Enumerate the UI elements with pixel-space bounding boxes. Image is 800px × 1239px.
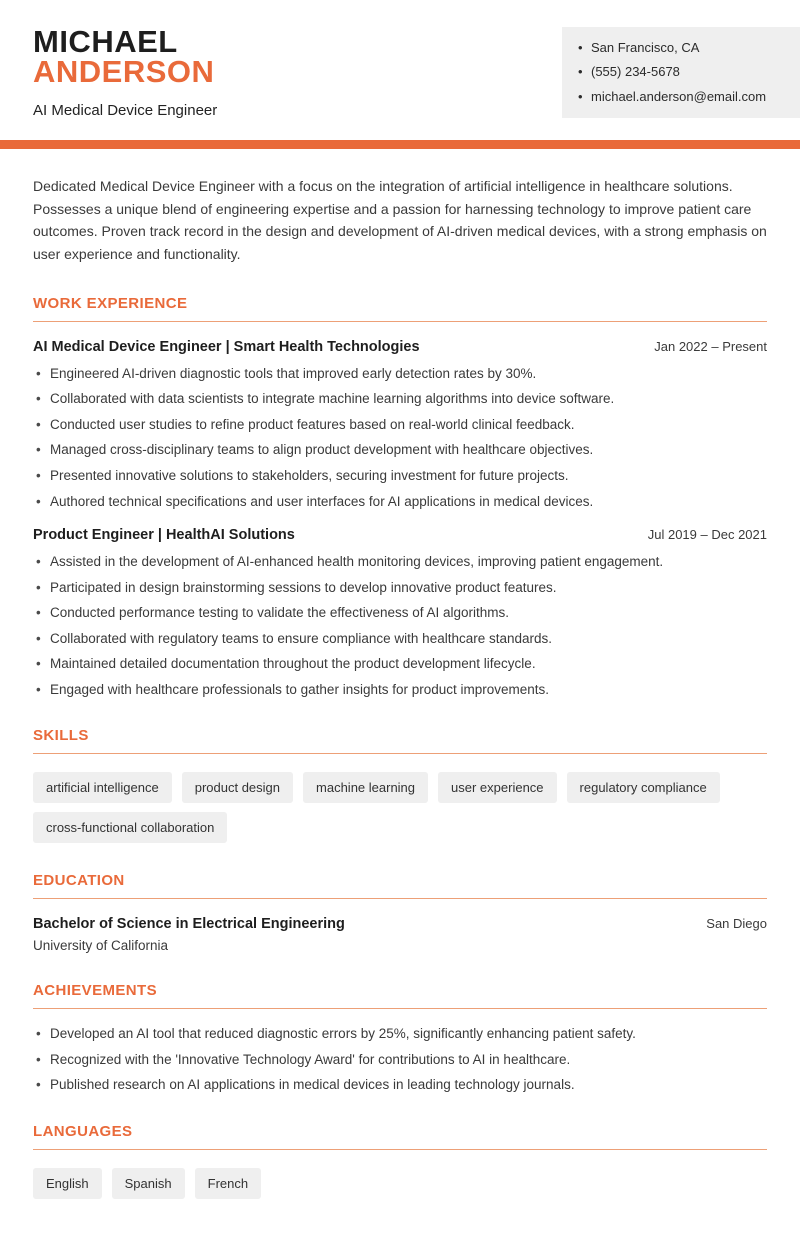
degree-title: Bachelor of Science in Electrical Engineering: [33, 916, 345, 933]
language-tag-list: [33, 1168, 767, 1199]
contact-list: [578, 41, 784, 104]
achievement-list: [33, 1025, 767, 1094]
job-dates: Jul 2019 – Dec 2021: [647, 527, 767, 543]
school-name: University of California: [33, 938, 169, 954]
resume-header: [0, 0, 800, 119]
bullet-item: • Collaborated with data scientists to integrate machine learning algorithms into device software.: [33, 390, 767, 408]
first-name: MICHAEL: [33, 24, 178, 59]
job-title: AI Medical Device Engineer | Smart Health Technologies: [33, 338, 420, 355]
job-title: Product Engineer | HealthAI Solutions: [33, 527, 295, 544]
bullet-item: • Maintained detailed documentation throughout the product development lifecycle.: [33, 655, 767, 673]
bullet-item: • Managed cross-disciplinary teams to align product development with healthcare objectives.: [33, 441, 767, 459]
bullet-item: • Conducted performance testing to validate the effectiveness of AI algorithms.: [33, 604, 767, 622]
contact-phone: • (555) 234-5678: [578, 65, 784, 79]
summary-text: Dedicated Medical Device Engineer with a focus on the integration of artificial intelligence in healthcare solutions. Possesses a unique blend of engineering expertise and a passion for harnessing technology to improve patient care outcomes. Proven track record in the design and development of AI-driven medical devices, with a strong emphasis on user experience and functionality.: [33, 178, 767, 263]
bullet-item: • Collaborated with regulatory teams to ensure compliance with healthcare standards.: [33, 630, 767, 648]
last-name: ANDERSON: [33, 54, 215, 90]
skill-tag: product design: [182, 772, 293, 803]
section-skills: [33, 727, 767, 843]
education-location: San Diego: [706, 916, 767, 932]
name-block: [33, 24, 218, 120]
skill-tag-list: [33, 772, 767, 843]
section-languages: [33, 1123, 767, 1199]
bullet-item: • Assisted in the development of AI-enhanced health monitoring devices, improving patient engagement.: [33, 553, 767, 571]
page-title: AI Medical Device Engineer: [33, 102, 218, 120]
achievement-item: • Recognized with the 'Innovative Technology Award' for contributions to AI in healthcare.: [33, 1051, 767, 1069]
section-work-experience: [33, 295, 767, 699]
skill-tag: machine learning: [303, 772, 428, 803]
bullet-item: • Presented innovative solutions to stakeholders, securing investment for future projects.: [33, 467, 767, 485]
achievement-item: • Published research on AI applications in medical devices in leading technology journals.: [33, 1076, 767, 1094]
achievement-item: • Developed an AI tool that reduced diagnostic errors by 25%, significantly enhancing patient safety.: [33, 1025, 767, 1043]
job-entry: [33, 339, 767, 510]
bullet-item: • Participated in design brainstorming sessions to develop innovative product features.: [33, 579, 767, 597]
work-heading: WORK EXPERIENCE: [33, 295, 767, 322]
bullet-item: • Authored technical specifications and user interfaces for AI applications in medical devices.: [33, 493, 767, 511]
accent-divider: [0, 140, 800, 149]
job-bullet-list: [33, 365, 767, 510]
section-achievements: [33, 982, 767, 1094]
bullet-item: • Conducted user studies to refine product features based on real-world clinical feedback.: [33, 416, 767, 434]
job-header: [33, 339, 767, 355]
language-tag: English: [33, 1168, 102, 1199]
contact-email: • michael.anderson@email.com: [578, 90, 784, 104]
skill-tag: cross-functional collaboration: [33, 812, 227, 843]
languages-heading: LANGUAGES: [33, 1123, 767, 1150]
section-education: [33, 872, 767, 953]
contact-box: [562, 27, 800, 118]
job-entry: [33, 527, 767, 698]
resume-content: [0, 175, 800, 1239]
bullet-item: • Engineered AI-driven diagnostic tools that improved early detection rates by 30%.: [33, 365, 767, 383]
candidate-name: [33, 24, 217, 90]
education-header: [33, 916, 767, 932]
bullet-item: • Engaged with healthcare professionals to gather insights for product improvements.: [33, 681, 767, 699]
education-entry: [33, 916, 767, 953]
language-tag: French: [195, 1168, 261, 1199]
skill-tag: artificial intelligence: [33, 772, 172, 803]
education-heading: EDUCATION: [33, 872, 767, 899]
skill-tag: regulatory compliance: [567, 772, 720, 803]
job-header: [33, 527, 767, 543]
language-tag: Spanish: [112, 1168, 185, 1199]
job-bullet-list: [33, 553, 767, 698]
achievements-heading: ACHIEVEMENTS: [33, 982, 767, 1009]
skills-heading: SKILLS: [33, 727, 767, 754]
skill-tag: user experience: [438, 772, 557, 803]
contact-location: • San Francisco, CA: [578, 41, 784, 55]
job-dates: Jan 2022 – Present: [654, 338, 767, 354]
